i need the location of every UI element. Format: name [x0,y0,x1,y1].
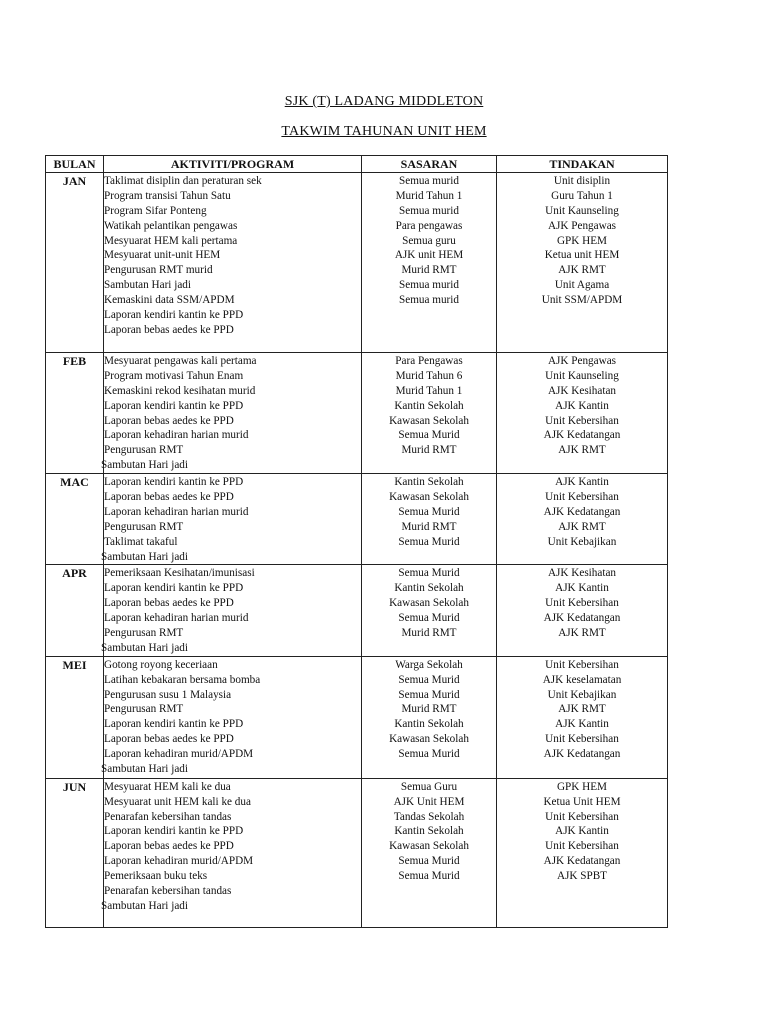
action-item: AJK SPBT [556,870,608,883]
target-cell [362,656,497,778]
activity-item: Laporan bebas aedes ke PPD [104,323,234,336]
target-item: AJK unit HEM [394,249,464,262]
table-row [46,778,668,927]
target-item: Kantin Sekolah [394,582,464,595]
activity-item: Sambutan Hari jadi [101,641,188,654]
activity-item: Pemeriksaan Kesihatan/imunisasi [104,567,255,580]
activity-item: Mesyuarat unit HEM kali ke dua [104,795,251,808]
action-item: AJK Kantin [555,582,609,595]
action-item: AJK keselamatan [542,673,622,686]
activity-item: Laporan kendiri kantin ke PPD [104,825,244,838]
action-cell [497,173,668,353]
calendar-table [45,155,668,928]
action-item: Unit Agama [554,279,610,292]
table-header-row [46,156,668,173]
activity-item: Gotong royong keceriaan [104,658,218,671]
target-item: Semua Murid [398,855,460,868]
action-item: GPK HEM [556,234,608,247]
activity-item: Taklimat takaful [104,535,178,548]
target-item: Kawasan Sekolah [389,733,469,746]
target-item: Kawasan Sekolah [389,840,469,853]
target-item: Murid RMT [401,520,457,533]
action-item: AJK Kesihatan [547,567,617,580]
target-item: Semua Murid [398,748,460,761]
activity-item: Pengurusan RMT [104,703,184,716]
activity-item: Kemaskini rekod kesihatan murid [104,384,256,397]
activity-item: Laporan bebas aedes ke PPD [104,733,234,746]
target-item: Murid RMT [401,264,457,277]
action-item: Unit Kebersihan [545,810,619,823]
action-item: AJK RMT [558,627,606,640]
activity-item: Pengurusan RMT [104,444,184,457]
action-item: Unit disiplin [553,175,611,187]
activity-cell [101,565,362,656]
activity-item: Program Sifar Ponteng [104,204,207,217]
activity-item: Mesyuarat unit-unit HEM [104,249,221,262]
target-cell [362,565,497,656]
month-cell: MEI [46,656,104,778]
target-item: Semua guru [402,234,456,247]
target-cell [362,353,497,474]
action-item: Unit Kaunseling [545,369,619,382]
table-row [46,353,668,474]
action-item: AJK RMT [558,703,606,716]
action-item: Unit Kebersihan [545,597,619,610]
target-item: Para Pengawas [395,355,463,367]
action-item: AJK Kedatangan [543,855,621,868]
target-item: Murid RMT [401,703,457,716]
activity-item: Pemeriksaan buku teks [104,870,208,883]
activity-cell [101,778,362,927]
action-item: AJK Kesihatan [547,384,617,397]
target-item: Murid Tahun 1 [395,384,463,397]
action-cell [497,565,668,656]
target-item: Para pengawas [395,219,463,232]
action-item: Unit Kaunseling [545,204,619,217]
action-item: AJK Kedatangan [543,748,621,761]
column-header-aktiviti: AKTIVITI/PROGRAM [104,156,362,173]
target-item: Kawasan Sekolah [389,414,469,427]
target-item: Murid Tahun 1 [395,189,463,202]
action-cell [497,353,668,474]
action-item: Unit Kebersihan [545,658,619,671]
month-cell: MAC [46,474,104,565]
activity-item: Sambutan Hari jadi [101,459,188,472]
activity-item: Taklimat disiplin dan peraturan sek [104,175,262,187]
target-item: Semua murid [399,175,459,187]
activity-item: Pengurusan susu 1 Malaysia [104,688,232,701]
school-name: SJK (T) LADANG MIDDLETON [284,94,484,109]
table-row [46,173,668,353]
action-item: AJK RMT [558,264,606,277]
activity-item: Laporan kendiri kantin ke PPD [104,399,244,412]
activity-item: Laporan bebas aedes ke PPD [104,414,234,427]
target-item: Kawasan Sekolah [389,597,469,610]
target-item: Semua Guru [400,780,458,793]
action-cell [497,474,668,565]
activity-item: Laporan kehadiran murid/APDM [104,748,254,761]
activity-cell [101,353,362,474]
action-item: AJK RMT [558,520,606,533]
activity-item: Laporan kendiri kantin ke PPD [104,476,244,489]
target-item: Kantin Sekolah [394,476,464,489]
activity-item: Mesyuarat pengawas kali pertama [104,355,257,367]
table-row [46,474,668,565]
column-header-sasaran: SASARAN [362,156,497,173]
action-item: AJK RMT [558,444,606,457]
action-cell [497,656,668,778]
target-item: Murid RMT [401,444,457,457]
activity-item: Kemaskini data SSM/APDM [104,294,235,307]
activity-item: Latihan kebakaran bersama bomba [104,673,261,686]
activity-item: Sambutan Hari jadi [101,899,188,912]
target-item: Kantin Sekolah [394,718,464,731]
activity-item: Pengurusan RMT [104,520,184,533]
target-item: Semua Murid [398,429,460,442]
action-item: Unit Kebersihan [545,414,619,427]
action-item: Unit SSM/APDM [541,294,623,307]
activity-item: Sambutan Hari jadi [101,763,188,776]
table-row [46,565,668,656]
activity-item: Pengurusan RMT murid [104,264,213,277]
activity-cell [101,474,362,565]
target-item: Kantin Sekolah [394,825,464,838]
target-item: Kantin Sekolah [394,399,464,412]
activity-item: Laporan kehadiran harian murid [104,429,249,442]
action-item: Guru Tahun 1 [551,189,613,202]
activity-item: Laporan kehadiran murid/APDM [104,855,254,868]
target-item: Semua Murid [398,688,460,701]
month-cell: JUN [46,778,104,927]
target-item: AJK Unit HEM [393,795,465,808]
action-cell [497,778,668,927]
column-header-tindakan: TINDAKAN [497,156,668,173]
target-cell [362,778,497,927]
target-item: Semua murid [399,294,459,307]
target-item: Murid RMT [401,627,457,640]
action-item: AJK Pengawas [547,219,617,232]
action-item: Unit Kebajikan [547,688,617,701]
target-item: Murid Tahun 6 [395,369,463,382]
action-item: AJK Kantin [555,399,609,412]
action-item: AJK Kedatangan [543,612,621,625]
action-item: Unit Kebajikan [547,535,617,548]
target-item: Semua Murid [398,567,460,580]
activity-item: Penarafan kebersihan tandas [104,810,232,823]
activity-item: Laporan bebas aedes ke PPD [104,491,234,504]
activity-item: Sambutan Hari jadi [104,279,191,292]
target-item: Semua Murid [398,673,460,686]
month-cell: JAN [46,173,104,353]
column-header-bulan: BULAN [46,156,104,173]
action-item: Ketua Unit HEM [543,795,621,808]
activity-cell [101,656,362,778]
activity-item: Mesyuarat HEM kali pertama [104,234,238,247]
activity-item: Sambutan Hari jadi [101,550,188,563]
month-cell: FEB [46,353,104,474]
activity-item: Laporan kehadiran harian murid [104,505,249,518]
action-item: Unit Kebersihan [545,840,619,853]
target-cell [362,173,497,353]
action-item: Unit Kebersihan [545,733,619,746]
action-item: AJK Kantin [555,718,609,731]
action-item: AJK Kedatangan [543,429,621,442]
activity-item: Laporan bebas aedes ke PPD [104,840,234,853]
month-cell: APR [46,565,104,656]
activity-item: Laporan bebas aedes ke PPD [104,597,234,610]
activity-item: Laporan kendiri kantin ke PPD [104,309,244,322]
target-item: Semua murid [399,204,459,217]
target-cell [362,474,497,565]
document-title: TAKWIM TAHUNAN UNIT HEM [281,124,487,139]
action-item: AJK Kedatangan [543,505,621,518]
activity-item: Laporan kendiri kantin ke PPD [104,718,244,731]
activity-item: Program motivasi Tahun Enam [104,369,244,382]
target-item: Semua Murid [398,612,460,625]
table-row [46,656,668,778]
action-item: AJK Pengawas [547,355,617,367]
activity-item: Laporan kendiri kantin ke PPD [104,582,244,595]
target-item: Warga Sekolah [395,658,463,671]
target-item: Tandas Sekolah [393,810,465,823]
action-item: AJK Kantin [555,825,609,838]
activity-item: Laporan kehadiran harian murid [104,612,249,625]
activity-item: Program transisi Tahun Satu [104,189,231,202]
target-item: Semua Murid [398,535,460,548]
target-item: Semua Murid [398,505,460,518]
activity-item: Mesyuarat HEM kali ke dua [104,780,231,793]
action-item: Ketua unit HEM [544,249,620,262]
action-item: GPK HEM [556,780,608,793]
activity-item: Penarafan kebersihan tandas [104,885,232,898]
activity-item: Pengurusan RMT [104,627,184,640]
target-item: Semua Murid [398,870,460,883]
activity-cell [104,173,362,353]
target-item: Semua murid [399,279,459,292]
action-item: Unit Kebersihan [545,491,619,504]
action-item: AJK Kantin [555,476,609,489]
activity-item: Watikah pelantikan pengawas [104,219,238,232]
target-item: Kawasan Sekolah [389,491,469,504]
